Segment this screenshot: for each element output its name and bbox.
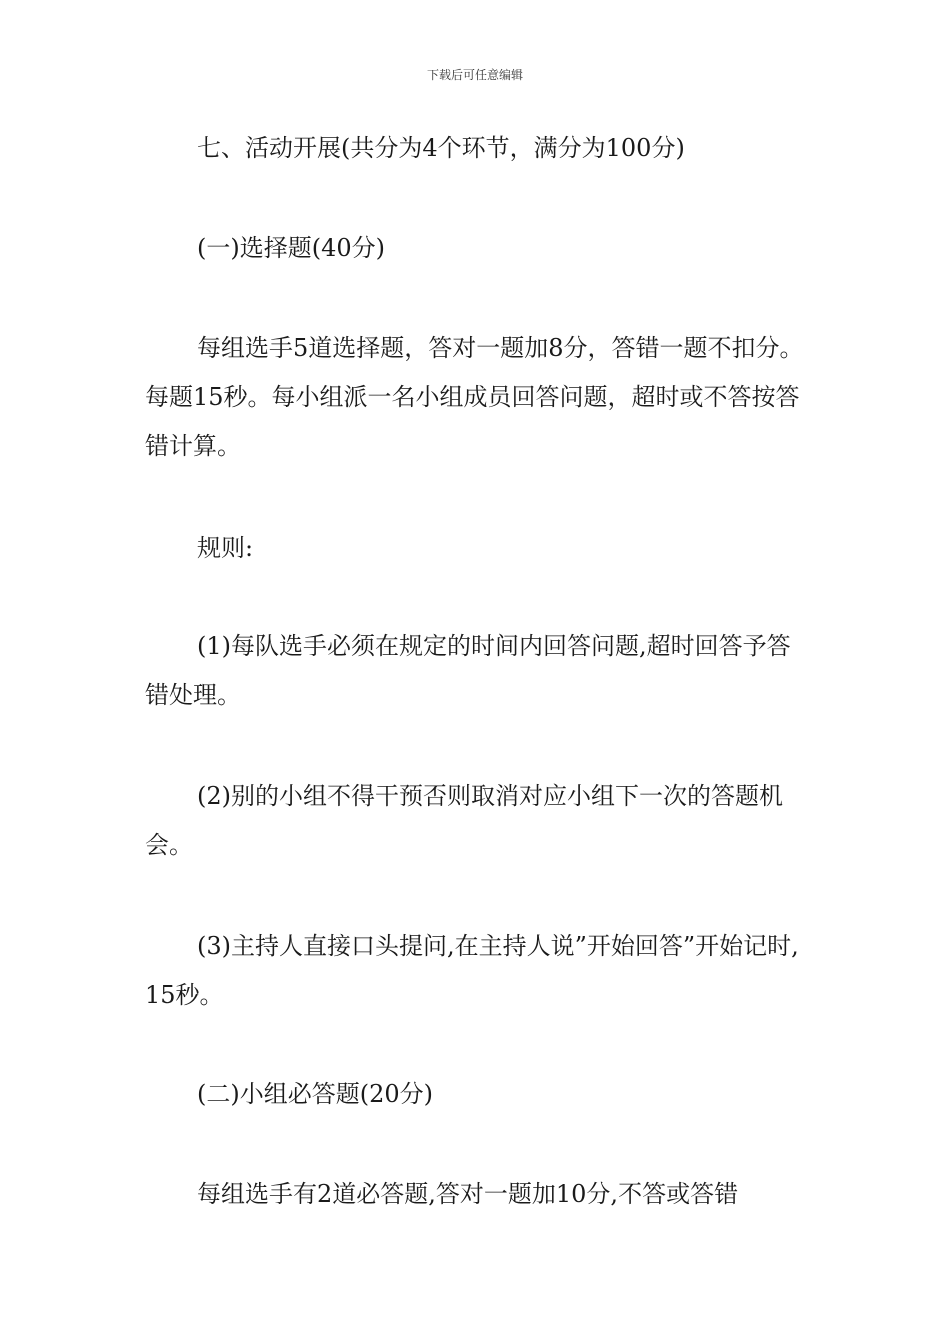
rule-item-2: (2)别的小组不得干预否则取消对应小组下一次的答题机会。 bbox=[145, 782, 783, 859]
section-title-activity: 七、活动开展(共分为4个环节，满分为100分) bbox=[197, 134, 685, 162]
rule-item-3: (3)主持人直接口头提问,在主持人说”开始回答”开始记时,15秒。 bbox=[145, 932, 799, 1009]
page-header: 下载后可任意编辑 bbox=[426, 68, 523, 82]
rule-item-1: (1)每队选手必须在规定的时间内回答问题,超时回答予答错处理。 bbox=[145, 632, 791, 709]
section-heading-required: (二)小组必答题(20分) bbox=[197, 1080, 433, 1108]
rules-label: 规则: bbox=[197, 534, 254, 562]
paragraph-required-rules: 每组选手有2道必答题,答对一题加10分,不答或答错 bbox=[197, 1180, 739, 1208]
paragraph-multiple-choice-rules: 每组选手5道选择题，答对一题加8分，答错一题不扣分。每题15秒。每小组派一名小组成员回答问题，超时或不答按答错计算。 bbox=[145, 334, 804, 460]
section-heading-multiple-choice: (一)选择题(40分) bbox=[197, 234, 385, 262]
